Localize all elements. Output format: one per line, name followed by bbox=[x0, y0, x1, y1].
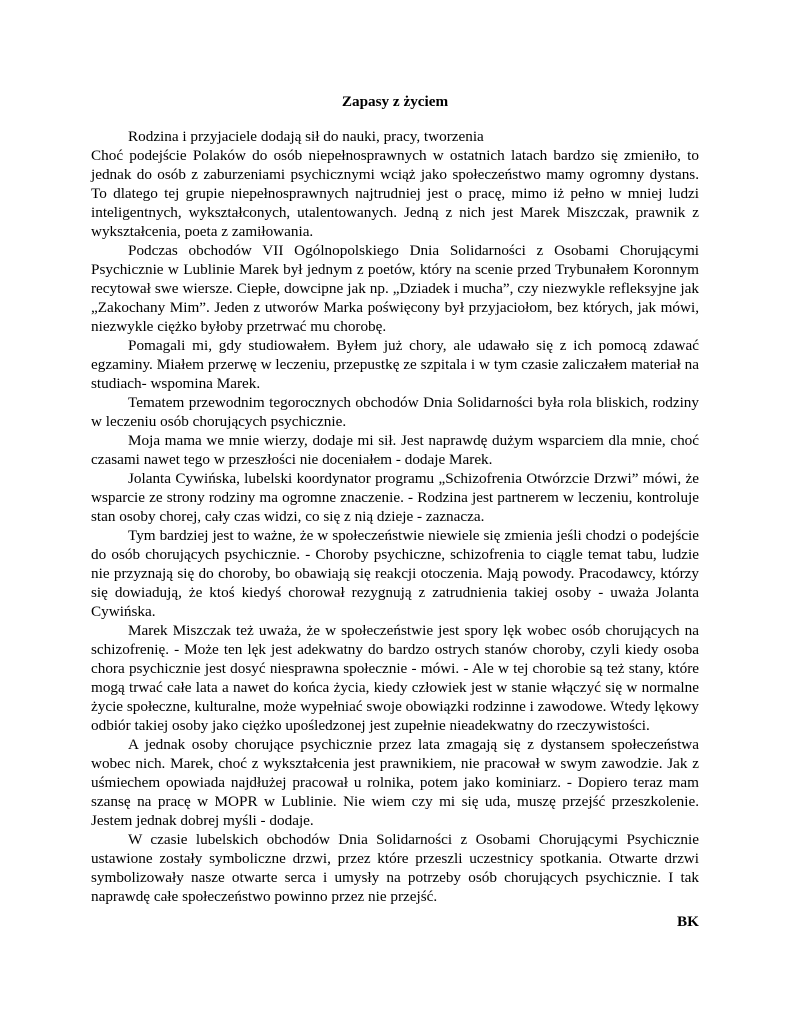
paragraph: Tym bardziej jest to ważne, że w społeczeństwie niewiele się zmienia jeśli chodzi o podejście do osób chorujących psychicznie. - Choroby psychiczne, schizofrenia to ciągle temat tabu, ludzie nie przyznają się do choroby, bo obawiają się reakcji otoczenia. Mają powody. Pracodawcy, którzy się dowiadują, że ktoś kiedyś chorował rezygnują z zatrudnienia takiej osoby - uważa Jolanta Cywińska. bbox=[91, 527, 699, 620]
paragraph: A jednak osoby chorujące psychicznie przez lata zmagają się z dystansem społeczeństwa wobec nich. Marek, choć z wykształcenia jest prawnikiem, nie pracował w swym zawodzie. Jak z uśmiechem opowiada najdłużej pracował u rolnika, potem jako kominiarz. - Dopiero teraz mam szansę na pracę w MOPR w Lublinie. Nie wiem czy mi się uda, muszę przejść przeszkolenie. Jestem jednak dobrej myśli - dodaje. bbox=[91, 736, 699, 829]
paragraph: Moja mama we mnie wierzy, dodaje mi sił. Jest naprawdę dużym wsparciem dla mnie, choć czasami nawet tego w przeszłości nie doceniałem - dodaje Marek. bbox=[91, 432, 699, 468]
author-signature: BK bbox=[677, 913, 699, 930]
paragraph: Podczas obchodów VII Ogólnopolskiego Dnia Solidarności z Osobami Chorującymi Psychicznie w Lublinie Marek był jednym z poetów, który na scenie przed Trybunałem Koronnym recytował swe wiersze. Ciepłe, dowcipne jak np. „Dziadek i mucha”, czy niezwykle refleksyjne jak „Zakochany Mim”. Jeden z utworów Marka poświęcony był przyjaciołom, bez których, jak mówi, niezwykle ciężko byłoby przetrwać mu chorobę. bbox=[91, 242, 699, 335]
paragraph: W czasie lubelskich obchodów Dnia Solidarności z Osobami Chorującymi Psychicznie ustawione zostały symboliczne drzwi, przez które przeszli uczestnicy spotkania. Otwarte drzwi symbolizowały nasze otwarte serca i umysły na potrzeby osób chorujących psychicznie. I tak naprawdę całe społeczeństwo powinno przez nie przejść. bbox=[91, 831, 699, 905]
paragraph: Jolanta Cywińska, lubelski koordynator programu „Schizofrenia Otwórzcie Drzwi” mówi, że wsparcie ze strony rodziny ma ogromne znaczenie. - Rodzina jest partnerem w leczeniu, kontroluje stan osoby chorej, cały czas widzi, co się z nią dzieje - zaznacza. bbox=[91, 470, 699, 525]
paragraph: Tematem przewodnim tegorocznych obchodów Dnia Solidarności była rola bliskich, rodziny w leczeniu osób chorujących psychicznie. bbox=[91, 394, 699, 430]
article-title: Zapasy z życiem bbox=[341, 93, 449, 110]
article-body bbox=[91, 127, 699, 906]
lead-paragraph: Rodzina i przyjaciele dodają sił do nauki, pracy, tworzenia bbox=[128, 128, 484, 145]
paragraph: Choć podejście Polaków do osób niepełnosprawnych w ostatnich latach bardzo się zmieniło, to jednak do osób z zaburzeniami psychicznymi wciąż jako społeczeństwo mamy ogromny dystans. To dlatego tej grupie niepełnosprawnych najtrudniej jest o pracę, mimo iż pełno w mniej ludzi inteligentnych, wykształconych, utalentowanych. Jedną z nich jest Marek Miszczak, prawnik z wykształcenia, poeta z zamiłowania. bbox=[91, 147, 699, 240]
paragraph: Pomagali mi, gdy studiowałem. Byłem już chory, ale udawało się z ich pomocą zdawać egzaminy. Miałem przerwę w leczeniu, przepustkę ze szpitala i w tym czasie zaliczałem materiał na studiach- wspomina Marek. bbox=[91, 337, 699, 392]
paragraph: Marek Miszczak też uważa, że w społeczeństwie jest spory lęk wobec osób chorujących na schizofrenię. - Może ten lęk jest adekwatny do bardzo ostrych stanów choroby, czyli kiedy osoba chora psychicznie jest dosyć niesprawna społecznie - mówi. - Ale w tej chorobie są też stany, które mogą trwać całe lata a nawet do końca życia, kiedy człowiek jest w stanie włączyć się w normalne życie społeczne, kulturalne, może wypełniać swoje obowiązki rodzinne i zawodowe. Wtedy lękowy odbiór takiej osoby jako ciężko upośledzonej jest zupełnie nieadekwatny do rzeczywistości. bbox=[91, 622, 699, 734]
